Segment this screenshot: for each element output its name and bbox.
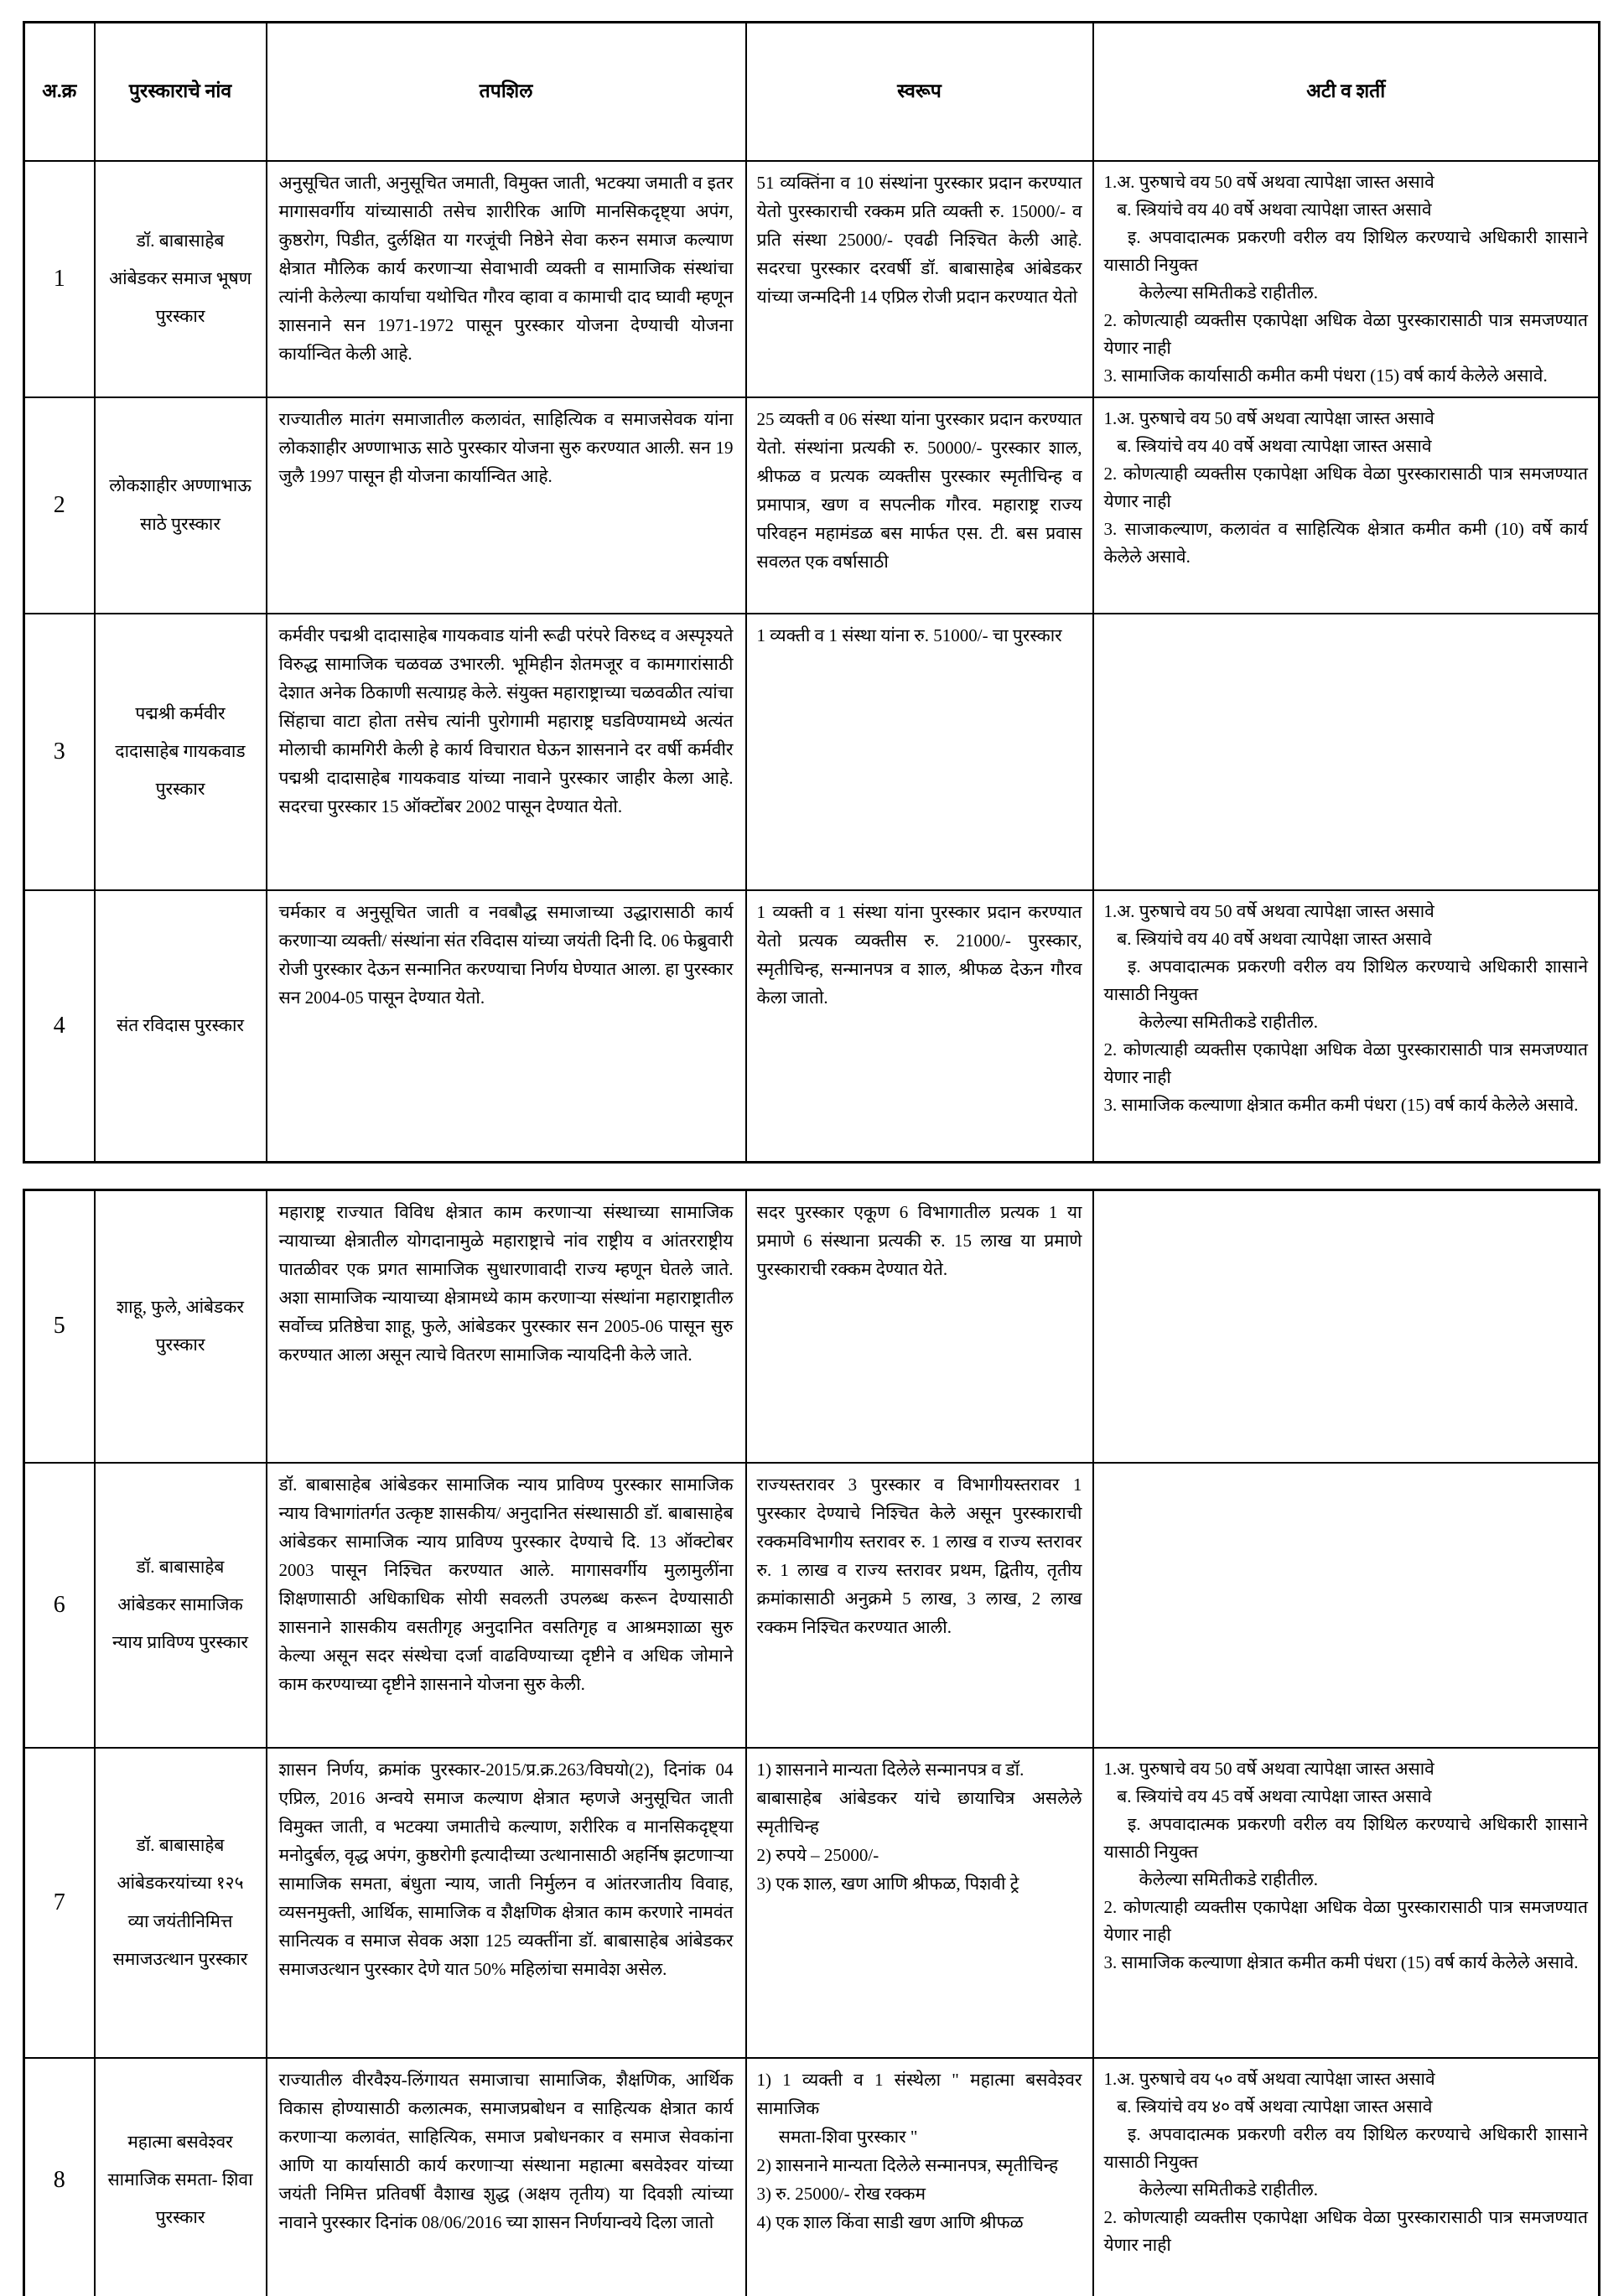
serial-cell: 6 [24, 1463, 95, 1748]
serial-cell: 7 [24, 1748, 95, 2058]
details-cell: चर्मकार व अनुसूचित जाती व नवबौद्ध समाजाच्या उद्धारासाठी कार्य करणाऱ्या व्यक्ती/ संस्थांना संत रविदास यांच्या जयंती दिनी दि. 06 फेब्रुवारी रोजी पुरस्कार देऊन सन्मानित करण्याचा निर्णय घेण्यात आला. हा पुरस्कार सन 2004-05 पासून देण्यात येतो. [267, 890, 746, 1163]
table-row [24, 1190, 1600, 1463]
header-row [24, 23, 1600, 161]
table-row [24, 614, 1600, 890]
award-name-cell: पद्मश्री कर्मवीर दादासाहेब गायकवाड पुरस्कार [95, 614, 267, 890]
details-cell: राज्यातील वीरवैश्य-लिंगायत समाजाचा सामाजिक, शैक्षणिक, आर्थिक विकास होण्यासाठी कलात्मक, समाजप्रबोधन व साहित्यक क्षेत्रात कार्य करणाऱ्या कलावंत, साहित्यिक, समाज प्रबोधनकार व समाज सेवकांना आणि या कार्यासाठी कार्य करणाऱ्या संस्थाना महात्मा बसवेश्वर यांच्या जयंती निमित्त प्रतिवर्षी वैशाख शुद्ध (अक्षय तृतीय) या दिवशी त्यांच्या नावाने पुरस्कार दिनांक 08/06/2016 च्या शासन निर्णयान्वये दिला जातो [267, 2058, 746, 2296]
details-cell: राज्यातील मातंग समाजातील कलावंत, साहित्यिक व समाजसेवक यांना लोकशाहीर अण्णाभाऊ साठे पुरस्कार योजना सुरु करण्यात आली. सन 19 जुलै 1997 पासून ही योजना कार्यान्वित आहे. [267, 397, 746, 614]
details-cell: शासन निर्णय, क्रमांक पुरस्कार-2015/प्र.क्र.263/विघयो(2), दिनांक 04 एप्रिल, 2016 अन्वये समाज कल्याण क्षेत्रात म्हणजे अनुसूचित जाती विमुक्त जाती, व भटक्या जमातीचे कल्याण, शरीरिक व मानसिकदृष्ट्या मनोदुर्बल, वृद्ध अपंग, कुष्ठरोगी इत्यादीच्या उत्थानासाठी अहर्निष झटणाऱ्या सामाजिक समता, बंधुता न्याय, जाती निर्मुलन व आंतरजातीय विवाह, व्यसनमुक्ती, आर्थिक, सामाजिक व शैक्षणिक क्षेत्रात काम करणारे नामवंत सानित्यक व समाज सेवक अशा 125 व्यक्तींना डॉ. बाबासाहेब आंबेडकर समाजउत्थान पुरस्कार देणे यात 50% महिलांचा समावेश असेल. [267, 1748, 746, 2058]
col-header-nature: स्वरूप [746, 23, 1093, 161]
award-name-cell: लोकशाहीर अण्णाभाऊ साठे पुरस्कार [95, 397, 267, 614]
serial-cell: 5 [24, 1190, 95, 1463]
terms-cell [1093, 1190, 1600, 1463]
awards-table-part-1 [23, 21, 1600, 1164]
col-header-serial: अ.क्र [24, 23, 95, 161]
col-header-terms: अटी व शर्ती [1093, 23, 1600, 161]
award-name-cell: डॉ. बाबासाहेब आंबेडकरयांच्या १२५ व्या जयंतीनिमित्त समाजउत्थान पुरस्कार [95, 1748, 267, 2058]
nature-cell: 1) 1 व्यक्ती व 1 संस्थेला " महात्मा बसवेश्वर सामाजिक समता-शिवा पुरस्कार " 2) शासनाने मान्यता दिलेले सन्मानपत्र, स्मृतीचिन्ह 3) रु. 25000/- रोख रक्कम 4) एक शाल किंवा साडी खण आणि श्रीफळ [746, 2058, 1093, 2296]
serial-cell: 4 [24, 890, 95, 1163]
serial-cell: 2 [24, 397, 95, 614]
terms-cell: 1.अ. पुरुषाचे वय 50 वर्षे अथवा त्यापेक्षा जास्त असावे ब. स्त्रियांचे वय 45 वर्षे अथवा त्यापेक्षा जास्त असावे इ. अपवादात्मक प्रकरणी वरील वय शिथिल करण्याचे अधिकारी शासाने यासाठी नियुक्त केलेल्या समितीकडे राहीतील. 2. कोणत्याही व्यक्तीस एकापेक्षा अधिक वेळा पुरस्कारासाठी पात्र समजण्यात येणार नाही 3. सामाजिक कल्याणा क्षेत्रात कमीत कमी पंधरा (15) वर्ष कार्य केलेले असावे. [1093, 1748, 1600, 2058]
table-row [24, 1463, 1600, 1748]
nature-cell: 25 व्यक्ती व 06 संस्था यांना पुरस्कार प्रदान करण्यात येतो. संस्थांना प्रत्यकी रु. 50000/- पुरस्कार शाल, श्रीफळ व प्रत्यक व्यक्तीस पुरस्कार स्मृतीचिन्ह व प्रमापात्र, खण व सपत्नीक गौरव. महाराष्ट्र राज्य परिवहन महामंडळ बस मार्फत एस. टी. बस प्रवास सवलत एक वर्षासाठी [746, 397, 1093, 614]
terms-cell: 1.अ. पुरुषाचे वय 50 वर्षे अथवा त्यापेक्षा जास्त असावे ब. स्त्रियांचे वय 40 वर्षे अथवा त्यापेक्षा जास्त असावे इ. अपवादात्मक प्रकरणी वरील वय शिथिल करण्याचे अधिकारी शासाने यासाठी नियुक्त केलेल्या समितीकडे राहीतील. 2. कोणत्याही व्यक्तीस एकापेक्षा अधिक वेळा पुरस्कारासाठी पात्र समजण्यात येणार नाही 3. सामाजिक कार्यासाठी कमीत कमी पंधरा (15) वर्ष कार्य केलेले असावे. [1093, 161, 1600, 397]
award-name-cell: संत रविदास पुरस्कार [95, 890, 267, 1163]
terms-cell [1093, 614, 1600, 890]
table-row [24, 890, 1600, 1163]
award-name-cell: डॉ. बाबासाहेब आंबेडकर समाज भूषण पुरस्कार [95, 161, 267, 397]
details-cell: महाराष्ट्र राज्यात विविध क्षेत्रात काम करणाऱ्या संस्थाच्या सामाजिक न्यायाच्या क्षेत्रातील योगदानामुळे महाराष्ट्राचे नांव राष्ट्रीय व आंतरराष्ट्रीय पातळीवर एक प्रगत सामाजिक सुधारणावादी राज्य म्हणून घेतले जाते. अशा सामाजिक न्यायाच्या क्षेत्रामध्ये काम करणाऱ्या संस्थांना महाराष्ट्रातील सर्वोच्च प्रतिष्ठेचा शाहू, फुले, आंबेडकर पुरस्कार सन 2005-06 पासून सुरु करण्यात आला असून त्याचे वितरण सामाजिक न्यायदिनी केले जाते. [267, 1190, 746, 1463]
details-cell: अनुसूचित जाती, अनुसूचित जमाती, विमुक्त जाती, भटक्या जमाती व इतर मागासवर्गीय यांच्यासाठी तसेच शारीरिक आणि मानसिकदृष्ट्या अपंग, कुष्ठरोग, पिडीत, दुर्लक्षित या गरजूंची निष्ठेने सेवा करुन समाज कल्याण क्षेत्रात मौलिक कार्य करणाऱ्या सेवाभावी व्यक्ती व सामाजिक संस्थांचा त्यांनी केलेल्या कार्याचा यथोचित गौरव व्हावा व कामाची दाद घ्यावी म्हणून शासनाने सन 1971-1972 पासून पुरस्कार योजना देण्याची योजना कार्यान्वित केली आहे. [267, 161, 746, 397]
table-row [24, 161, 1600, 397]
nature-cell: सदर पुरस्कार एकूण 6 विभागातील प्रत्यक 1 या प्रमाणे 6 संस्थाना प्रत्यकी रु. 15 लाख या प्रमाणे पुरस्काराची रक्कम देण्यात येते. [746, 1190, 1093, 1463]
table-row [24, 397, 1600, 614]
details-cell: कर्मवीर पद्मश्री दादासाहेब गायकवाड यांनी रूढी परंपरे विरुध्द व अस्पृश्यते विरुद्ध सामाजिक चळवळ उभारली. भूमिहीन शेतमजूर व कामगारांसाठी देशात अनेक ठिकाणी सत्याग्रह केले. संयुक्त महाराष्ट्राच्या चळवळीत त्यांचा सिंहाचा वाटा होता तसेच त्यांनी पुरोगामी महाराष्ट्र घडविण्यामध्ये अत्यंत मोलाची कामगिरी केली हे कार्य विचारात घेऊन शासनाने दर वर्षी कर्मवीर पद्मश्री दादासाहेब गायकवाड यांच्या नावाने पुरस्कार जाहीर केला आहे. सदरचा पुरस्कार 15 ऑक्टोंबर 2002 पासून देण्यात येतो. [267, 614, 746, 890]
table-row [24, 2058, 1600, 2296]
nature-cell: 1 व्यक्ती व 1 संस्था यांना पुरस्कार प्रदान करण्यात येतो प्रत्यक व्यक्तीस रु. 21000/- पुरस्कार, स्मृतीचिन्ह, सन्मानपत्र व शाल, श्रीफळ देऊन गौरव केला जातो. [746, 890, 1093, 1163]
nature-cell: 1) शासनाने मान्यता दिलेले सन्मानपत्र व डॉ. बाबासाहेब आंबेडकर यांचे छायाचित्र असलेले स्मृतीचिन्ह 2) रुपये – 25000/- 3) एक शाल, खण आणि श्रीफळ, पिशवी ट्रे [746, 1748, 1093, 2058]
serial-cell: 3 [24, 614, 95, 890]
serial-cell: 1 [24, 161, 95, 397]
col-header-award-name: पुरस्काराचे नांव [95, 23, 267, 161]
terms-cell: 1.अ. पुरुषाचे वय 50 वर्षे अथवा त्यापेक्षा जास्त असावे ब. स्त्रियांचे वय 40 वर्षे अथवा त्यापेक्षा जास्त असावे इ. अपवादात्मक प्रकरणी वरील वय शिथिल करण्याचे अधिकारी शासाने यासाठी नियुक्त केलेल्या समितीकडे राहीतील. 2. कोणत्याही व्यक्तीस एकापेक्षा अधिक वेळा पुरस्कारासाठी पात्र समजण्यात येणार नाही 3. सामाजिक कल्याणा क्षेत्रात कमीत कमी पंधरा (15) वर्ष कार्य केलेले असावे. [1093, 890, 1600, 1163]
nature-cell: 51 व्यक्तिंना व 10 संस्थांना पुरस्कार प्रदान करण्यात येतो पुरस्काराची रक्कम प्रति व्यक्ती रु. 15000/- व प्रति संस्था 25000/- एवढी निश्चित केली आहे. सदरचा पुरस्कार दरवर्षी डॉ. बाबासाहेब आंबेडकर यांच्या जन्मदिनी 14 एप्रिल रोजी प्रदान करण्यात येतो [746, 161, 1093, 397]
serial-cell: 8 [24, 2058, 95, 2296]
awards-table-part-2 [23, 1189, 1600, 2296]
terms-cell: 1.अ. पुरुषाचे वय ५० वर्षे अथवा त्यापेक्षा जास्त असावे ब. स्त्रियांचे वय ४० वर्षे अथवा त्यापेक्षा जास्त असावे इ. अपवादात्मक प्रकरणी वरील वय शिथिल करण्याचे अधिकारी शासाने यासाठी नियुक्त केलेल्या समितीकडे राहीतील. 2. कोणत्याही व्यक्तीस एकापेक्षा अधिक वेळा पुरस्कारासाठी पात्र समजण्यात येणार नाही [1093, 2058, 1600, 2296]
award-name-cell: शाहू, फुले, आंबेडकर पुरस्कार [95, 1190, 267, 1463]
award-name-cell: महात्मा बसवेश्वर सामाजिक समता- शिवा पुरस्कार [95, 2058, 267, 2296]
details-cell: डॉ. बाबासाहेब आंबेडकर सामाजिक न्याय प्राविण्य पुरस्कार सामाजिक न्याय विभागांतर्गत उत्कृष्ट शासकीय/ अनुदानित संस्थासाठी डॉ. बाबासाहेब आंबेडकर सामाजिक न्याय प्राविण्य पुरस्कार देण्याचे दि. 13 ऑक्टोबर 2003 पासून निश्चित करण्यात आले. मागासवर्गीय मुलामुलींना शिक्षणासाठी अधिकाधिक सोयी सवलती उपलब्ध करून देण्यासाठी शासनाने शासकीय वसतीगृह अनुदानित वसतिगृह व आश्रमशाळा सुरु केल्या असून सदर संस्थेचा दर्जा वाढविण्याच्या दृष्टीने व अधिक जोमाने काम करण्याच्या दृष्टीने शासनाने योजना सुरु केली. [267, 1463, 746, 1748]
col-header-details: तपशिल [267, 23, 746, 161]
terms-cell: 1.अ. पुरुषाचे वय 50 वर्षे अथवा त्यापेक्षा जास्त असावे ब. स्त्रियांचे वय 40 वर्षे अथवा त्यापेक्षा जास्त असावे 2. कोणत्याही व्यक्तीस एकापेक्षा अधिक वेळा पुरस्कारासाठी पात्र समजण्यात येणार नाही 3. साजाकल्याण, कलावंत व साहित्यिक क्षेत्रात कमीत कमी (10) वर्षे कार्य केलेले असावे. [1093, 397, 1600, 614]
award-name-cell: डॉ. बाबासाहेब आंबेडकर सामाजिक न्याय प्राविण्य पुरस्कार [95, 1463, 267, 1748]
terms-cell [1093, 1463, 1600, 1748]
nature-cell: राज्यस्तरावर 3 पुरस्कार व विभागीयस्तरावर 1 पुरस्कार देण्याचे निश्चित केले असून पुरस्काराची रक्कमविभागीय स्तरावर रु. 1 लाख व राज्य स्तरावर रु. 1 लाख व राज्य स्तरावर प्रथम, द्वितीय, तृतीय क्रमांकासाठी अनुक्रमे 5 लाख, 3 लाख, 2 लाख रक्कम निश्चित करण्यात आली. [746, 1463, 1093, 1748]
nature-cell: 1 व्यक्ती व 1 संस्था यांना रु. 51000/- चा पुरस्कार [746, 614, 1093, 890]
table-row [24, 1748, 1600, 2058]
